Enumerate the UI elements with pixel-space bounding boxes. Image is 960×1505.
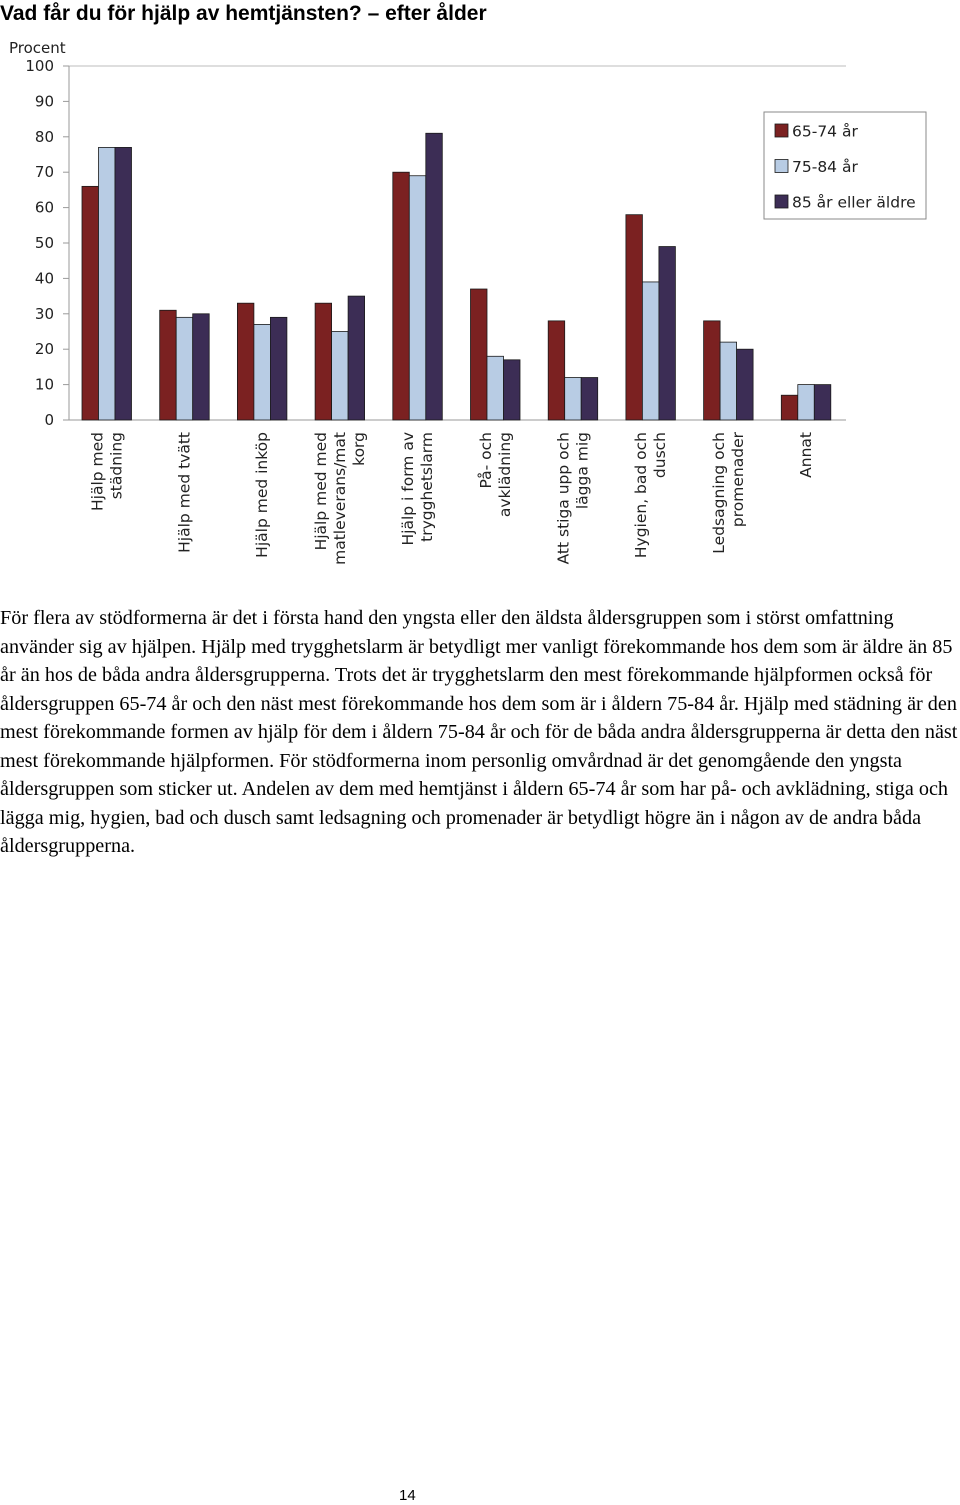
legend-label: 85 år eller äldre (792, 193, 916, 212)
legend-label: 65-74 år (792, 122, 858, 141)
x-category-label-line: trygghetslarm (418, 432, 437, 542)
y-tick-label: 50 (34, 234, 54, 252)
x-category-label-line: Hjälp med (88, 432, 107, 512)
x-category-label (710, 431, 747, 553)
x-category-label-line: Ledsagning och (709, 432, 728, 554)
bar (548, 321, 565, 420)
x-category-label (632, 432, 669, 558)
x-category-label-line: Annat (797, 432, 816, 478)
bar (720, 342, 737, 420)
bar (565, 378, 582, 420)
legend-swatch (775, 195, 788, 208)
x-category-label (554, 432, 591, 564)
y-tick-label: 80 (34, 127, 54, 146)
bar (254, 324, 271, 420)
x-category-label-line: Hjälp med inköp (253, 432, 272, 558)
x-category-label (477, 432, 514, 517)
bar (348, 296, 365, 420)
bar (99, 147, 116, 420)
bar (814, 385, 831, 420)
bar (642, 282, 659, 420)
x-category-label-line: Hjälp i form av (399, 432, 418, 546)
bar (270, 317, 287, 420)
legend-label: 75-84 år (792, 158, 858, 176)
chart-title: Vad får du för hjälp av hemtjänsten? – efter ålder (0, 2, 487, 25)
x-category-label-line: Hjälp med tvätt (175, 432, 194, 553)
bar-chart (0, 0, 960, 600)
bar (704, 321, 721, 420)
page-number: 14 (399, 1487, 416, 1504)
bar (798, 385, 815, 420)
chart-legend (764, 112, 926, 219)
legend-swatch (775, 160, 788, 173)
x-category-label-line: avklädning (495, 432, 514, 518)
x-category-label-line: korg (349, 432, 368, 466)
bar (504, 360, 521, 420)
y-tick-label: 0 (44, 411, 54, 429)
body-paragraph: För flera av stödformerna är det i första hand den yngsta eller den äldsta åldersgruppen som i störst omfattning använder sig av hjälpen. Hjälp med trygghetslarm är betydligt mer vanligt förekommande hos dem som är äldre än 85 år än hos de båda andra åldersgrupperna. Trots det är trygghetslarm den mest förekommande hjälpformen också för åldersgruppen 65-74 år och den näst mest förekommande hos dem som är i åldern 75-84 år. Hjälp med städning är den mest förekommande formen av hjälp för dem i åldern 75-84 år och för de båda andra åldersgrupperna är detta den näst mest förekommande hjälpformen. För stödformerna inom personlig omvårdnad är det genomgående den yngsta åldersgruppen som sticker ut. Andelen av dem med hemtjänst i åldern 65-74 år som har på- och avklädning, stiga och lägga mig, hygien, bad och dusch samt ledsagning och promenader är betydligt högre än i någon av de andra båda åldersgrupperna. (0, 607, 958, 857)
bar (659, 247, 676, 420)
x-category-label-line: dusch (651, 432, 670, 479)
x-category-label (253, 432, 271, 558)
chart-bars (82, 133, 831, 420)
bar (315, 303, 332, 420)
y-tick-label: 70 (34, 163, 54, 182)
bar (393, 172, 410, 420)
bar (626, 215, 643, 420)
bar (781, 395, 798, 420)
bar (115, 147, 132, 420)
y-tick-label: 10 (34, 375, 54, 394)
x-category-label-line: städning (107, 432, 126, 500)
bar (581, 378, 598, 420)
y-tick-label: 100 (25, 57, 54, 75)
x-category-label-line: Att stiga upp och (554, 432, 573, 565)
bar (193, 314, 210, 420)
x-category-label (312, 432, 368, 565)
x-category-label (797, 432, 815, 478)
y-tick-label: 40 (34, 269, 54, 288)
bar (426, 133, 443, 420)
legend-swatch (775, 124, 788, 137)
bar (160, 310, 177, 420)
y-tick-label: 30 (34, 304, 54, 323)
x-axis-labels (88, 431, 815, 565)
x-category-label (399, 432, 436, 546)
bar (237, 303, 254, 420)
bar (176, 317, 193, 420)
x-category-label-line: promenader (728, 432, 747, 528)
x-category-label (88, 432, 125, 511)
bar (737, 349, 754, 420)
bar (409, 176, 426, 420)
y-tick-label: 20 (34, 340, 54, 359)
x-category-label-line: Hjälp med med (311, 432, 330, 551)
bar (82, 186, 99, 420)
y-axis-label: Procent (9, 39, 66, 57)
y-tick-label: 60 (34, 198, 54, 217)
x-category-label (175, 432, 193, 553)
x-category-label-line: På- och (476, 432, 495, 489)
bar (332, 332, 349, 421)
bar (471, 289, 488, 420)
y-tick-label: 90 (34, 92, 54, 111)
x-category-label-line: lägga mig (573, 432, 592, 510)
bar (487, 356, 504, 420)
x-category-label-line: matleverans/mat (330, 432, 349, 565)
y-axis-ticks (25, 57, 69, 429)
x-category-label-line: Hygien, bad och (632, 432, 651, 559)
